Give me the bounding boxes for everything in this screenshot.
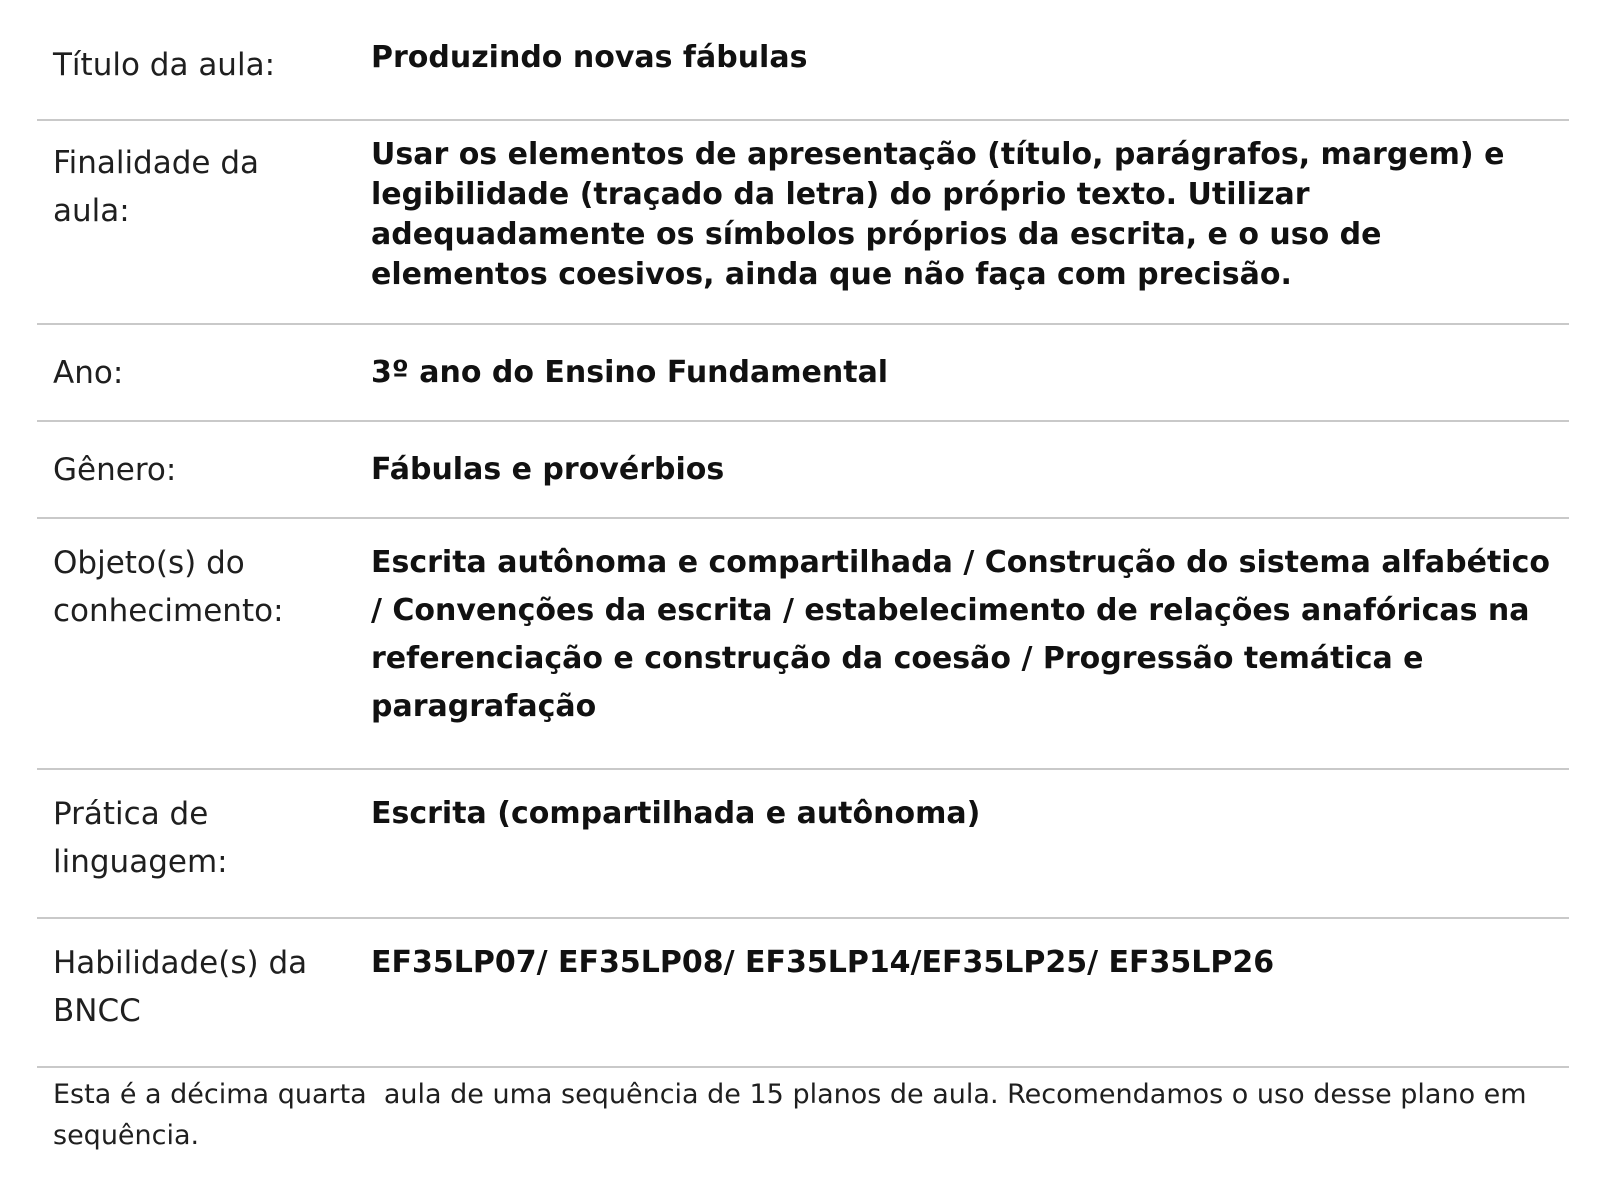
genre-value: Fábulas e provérbios — [371, 452, 725, 487]
genre-label: Gênero: — [53, 452, 177, 488]
row-genre — [37, 422, 1569, 519]
bncc-skills-value: EF35LP07/ EF35LP08/ EF35LP14/EF35LP25/ EF35LP26 — [371, 945, 1275, 980]
lesson-purpose-value: Usar os elementos de apresentação (título, parágrafos, margem) e legibilidade (traçado da letra) do próprio texto. Utilizar adequadamente os símbolos próprios da escrita, e o uso de elementos coesivos, ainda que não faça com precisão. — [371, 137, 1505, 292]
lesson-purpose-label: Finalidade da aula: — [53, 145, 260, 229]
row-bncc-skills — [37, 919, 1569, 1068]
row-lesson-title — [37, 0, 1569, 121]
language-practice-label: Prática de linguagem: — [53, 796, 228, 880]
row-lesson-purpose — [37, 121, 1569, 325]
lesson-title-value: Produzindo novas fábulas — [371, 40, 808, 75]
lesson-info-table — [37, 0, 1569, 1068]
sequence-note: Esta é a décima quarta aula de uma sequência de 15 planos de aula. Recomendamos o uso desse plano em sequência. — [53, 1079, 1536, 1151]
knowledge-objects-label: Objeto(s) do conhecimento: — [53, 545, 284, 629]
bncc-skills-label: Habilidade(s) da BNCC — [53, 945, 308, 1029]
school-year-value: 3º ano do Ensino Fundamental — [371, 355, 889, 390]
row-language-practice — [37, 770, 1569, 919]
row-knowledge-objects — [37, 519, 1569, 770]
language-practice-value: Escrita (compartilhada e autônoma) — [371, 796, 981, 831]
row-school-year — [37, 325, 1569, 422]
knowledge-objects-value: Escrita autônoma e compartilhada / Construção do sistema alfabético / Convenções da escrita / estabelecimento de relações anafóricas na referenciação e construção da coesão / Progressão temática e paragrafação — [371, 545, 1550, 724]
school-year-label: Ano: — [53, 355, 124, 391]
lesson-title-label: Título da aula: — [53, 47, 276, 83]
